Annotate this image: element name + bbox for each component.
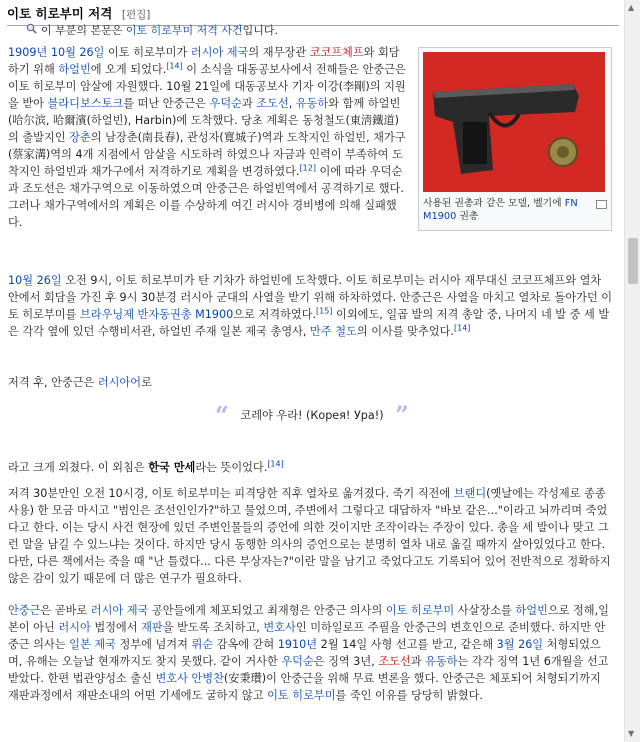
text-run: 이토 히로부미가 (104, 46, 191, 59)
citation-link[interactable]: [14] (453, 323, 471, 333)
citation-link[interactable]: [15] (316, 306, 333, 316)
article-link[interactable]: 재판 (141, 621, 163, 634)
text-run: 을 받도록 조치하고, (162, 621, 264, 634)
text-run: 으로 정해,일본이 아닌 (8, 604, 609, 634)
scrollbar-thumb[interactable] (628, 238, 638, 284)
paragraph-background (8, 44, 408, 231)
scroll-up-icon[interactable]: ▲ (628, 3, 635, 12)
article-link[interactable]: 블라디보스토크 (47, 97, 124, 110)
article-link[interactable]: 안병찬 (191, 672, 224, 685)
paragraph-after-shot (8, 374, 614, 391)
article-link[interactable]: 1910년 (277, 638, 318, 651)
text-run: 정부에 넘겨져 (115, 638, 192, 651)
citation-link[interactable]: [12] (299, 163, 316, 173)
vertical-scrollbar[interactable] (624, 0, 640, 742)
article-link[interactable]: 이토 히로부미 (385, 604, 455, 617)
quote-block (0, 400, 624, 430)
text-run: 이 소식을 대동공보사에서 전해들은 안중근은 이토 히로부미 암살에 자원했다. 10월 21일에 대동공보사 기자 이강(李剛)의 지원을 받아 (8, 63, 406, 110)
text-run: 는 각각 징역 1년 6개월을 선고받았다. 한편 법관양성소 출신 (8, 655, 609, 685)
text-run: (옛날에는 각성제로 종종 사용) 한 모금 마시고 "범인은 조선인인가?"하고 물었으며, 주변에서 그렇다고 대답하자 "바보 같은..."이라고 뇌까리며 죽었다고 한다. 이는 당시 사건 현장에 있던 주변인물들의 증언에 의한 것이지만 조작이라는 주장이 있다. 총을 세 발이나 맞고 그런 말을 남길 수 있느냐는 것이다. 하지만 당시 동행한 의사의 증언으로는 분명히 열차 내로 옮길 때까지 살아있었다고 한다. 다만, 다른 책에서는 죽을 때 "난 틀렸다... 다른 부상자는?"이란 말을 남기고 죽었다고도 기록되어 있어 전반적으로 정확하지 않은 감이 있기 때문에 더 많은 연구가 필요하다. (8, 487, 611, 585)
article-link[interactable]: 하얼빈 (58, 63, 91, 76)
citation[interactable] (166, 61, 182, 70)
text-run: 인 미하일로프 주필을 안중근의 변호인으로 준비했다. 하지만 안중근 의사는 (8, 621, 606, 651)
article-link[interactable]: 러시아어 (97, 376, 142, 389)
article-link[interactable]: 우덕순 (209, 97, 242, 110)
paragraph-ito-death (8, 485, 614, 587)
text-run: 라는 뜻이었다. (195, 461, 268, 474)
text-run: 과 (410, 655, 426, 668)
text-run: 법정에서 (90, 621, 142, 634)
fn-m1900-link[interactable]: FN M1900 (423, 198, 578, 222)
article-link[interactable]: 만주 철도 (310, 325, 357, 338)
article-link[interactable]: 변호사 (263, 621, 296, 634)
article-link[interactable]: 러시아 제국 (190, 46, 249, 59)
paragraph-trial (8, 602, 614, 704)
enlarge-icon[interactable] (596, 200, 607, 209)
text-run: 공안들에게 체포되었고 최재형은 안중근 의사의 (148, 604, 386, 617)
text-run: 를 떠난 안중근은 (123, 97, 210, 110)
text-run: 의 남장춘(南長春), 관성자(寬城子)역과 도착지인 하얼빈, 채가구(蔡家溝)역의 4개 지점에서 암살을 시도하려 하였으나 자금과 인력이 부족하여 도착지인 하얼빈과 채가구에서 저격하기로 계획을 변경하였다. (8, 131, 406, 178)
article-link[interactable]: 우덕순 (281, 655, 314, 668)
article-link[interactable]: 하얼빈 (515, 604, 548, 617)
article-link[interactable]: 3월 26일 (496, 638, 544, 651)
article-link[interactable]: 변호사 (155, 672, 188, 685)
article-link[interactable]: 장춘 (69, 131, 91, 144)
text-run: 이외에도, 일곱 발의 저격 총알 중, 나머지 네 발 중 세 발은 각각 옆에 있던 수행비서관, 하얼빈 주재 일본 제국 총영사, (8, 308, 610, 338)
text-run: 에 오게 되었다. (90, 63, 167, 76)
figure-thumbnail (418, 47, 612, 231)
text-run: 오전 9시, 이토 히로부미가 탄 기차가 하얼빈에 도착했다. 이토 히로부미는 러시아 재무대신 코코프체프와 열차 안에서 회담을 가진 후 9시 30분경 러시아 군대의 사열을 받기 위해 하차하였다. 안중근은 사열을 마치고 열차로 돌아가던 이토 히로부미를 (8, 274, 613, 321)
text-run: 라고 크게 외쳤다. 이 외침은 (8, 461, 149, 474)
bold-text: 한국 만세 (148, 461, 196, 474)
text-run: 은 곧바로 (40, 604, 91, 617)
text-run: 이에 따라 우덕순과 조도선은 채가구역으로 이동하였으며 안중근은 하얼빈역에서 공격하기로 했다. 그러나 채가구역에서의 계획은 이를 수상하게 여긴 러시아 경비병에 의해 실패했다. (8, 165, 404, 229)
close-quote-icon: ” (395, 400, 409, 430)
section-title: 이토 히로부미 저격 (7, 6, 113, 21)
text-run: 와 회담하기 위해 (8, 46, 400, 76)
text-run: (安秉瓚)이 안중근을 위해 무료 변론을 했다. 안중근은 체포되어 처형되기까지 재판과정에서 재판소내의 어떤 기세에도 굴하지 않고 (8, 672, 601, 702)
edit-link[interactable]: [편집] (121, 9, 151, 21)
text-run: 으로 저격하였다. (233, 308, 317, 321)
article-link[interactable]: 안중근 (8, 604, 41, 617)
text-run: 은 징역 3년, (313, 655, 379, 668)
citation-link[interactable]: [14] (166, 61, 183, 71)
citation-link[interactable]: [14] (267, 459, 284, 469)
text-run: 2월 14일 사형 선고를 받고, 같은해 (317, 638, 497, 651)
magnifier-icon (26, 22, 37, 39)
article-link[interactable]: 뤼순 (191, 638, 214, 651)
article-link[interactable]: 10월 26일 (8, 274, 62, 287)
text-run: 의 이사를 맞추었다. (356, 325, 454, 338)
article-link[interactable]: 조도선 (378, 655, 411, 668)
article-link[interactable]: 러시아 (58, 621, 91, 634)
citation[interactable] (454, 323, 470, 332)
article-link[interactable]: 러시아 제국 (90, 604, 149, 617)
article-link[interactable]: 유동하 (425, 655, 458, 668)
text-run: 사살장소를 (454, 604, 516, 617)
text-run: 저격 후, 안중근은 (8, 376, 98, 389)
citation[interactable] (316, 306, 332, 315)
paragraph-meaning (8, 459, 614, 476)
article-link[interactable]: 브랜디 (453, 487, 487, 500)
article-link[interactable]: 코코프체프 (309, 46, 364, 59)
article-link[interactable]: 일본 제국 (69, 638, 116, 651)
pistol-photo[interactable] (423, 52, 605, 192)
article-link[interactable]: 유동하 (295, 97, 329, 110)
text-run: 처형되었으며, 유해는 오늘날 현재까지도 찾지 못했다. 같이 거사한 (8, 638, 601, 668)
text-run: 로 (141, 376, 152, 389)
text-run: 의 재무장관 (248, 46, 310, 59)
hatnote: 이 부분의 본문은 이토 히로부미 저격 사건입니다. (26, 22, 278, 39)
citation[interactable] (267, 459, 283, 468)
text-run: , (288, 97, 296, 110)
figure-caption: 사용된 권총과 같은 모델, 벨기에 FN M1900 권총 (423, 198, 578, 222)
article-link[interactable]: 이토 히로부미 (267, 689, 336, 702)
open-quote-icon: “ (215, 400, 229, 430)
text-run: 를 죽인 이유를 당당히 밝혔다. (335, 689, 483, 702)
citation[interactable] (300, 163, 316, 172)
scroll-down-icon[interactable]: ▼ (628, 729, 635, 738)
text-run: 감옥에 갇혀 (213, 638, 278, 651)
article-link[interactable]: 조도선 (256, 97, 289, 110)
text-run: 과 (241, 97, 257, 110)
quote-text: 코레야 우라! (Корея! Ура!) (240, 408, 384, 422)
paragraph-assassination (8, 272, 614, 340)
text-run: 와 함께 하얼빈(哈尔滨, 哈爾濱(하얼빈), Harbin)에 도착했다. 당초 계획은 동청철도(東淸鐵道)의 출발지인 (8, 97, 401, 144)
hatnote-main-article-link[interactable]: 이토 히로부미 저격 사건 (125, 24, 243, 37)
text-run: 저격 30분만인 오전 10시경, 이토 히로부미는 피격당한 직후 열차로 옮겨졌다. 죽기 직전에 (8, 487, 454, 500)
article-link[interactable]: 브라우닝제 반자동권총 M1900 (79, 308, 234, 321)
article-link[interactable]: 1909년 10월 26일 (8, 46, 105, 59)
